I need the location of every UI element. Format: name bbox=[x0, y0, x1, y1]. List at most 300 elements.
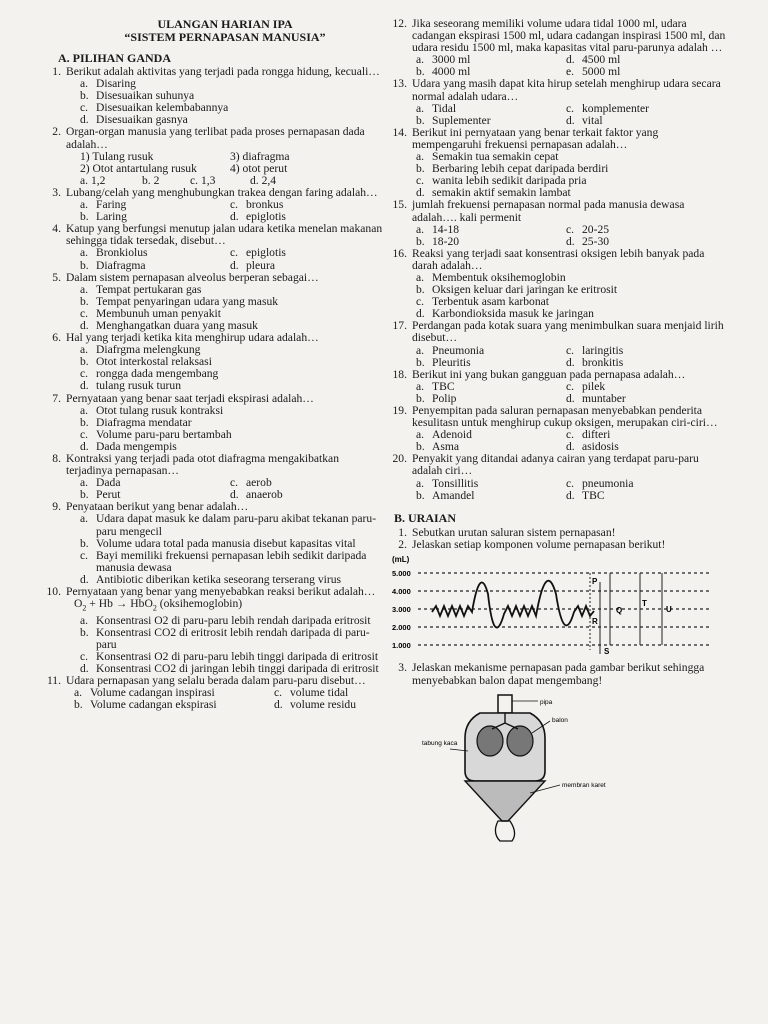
question-number: 12. bbox=[392, 17, 407, 30]
option-letter: c. bbox=[230, 246, 239, 260]
option[interactable] bbox=[80, 284, 386, 296]
option-text: Konsentrasi CO2 di eritrosit lebih rendah daripada di paru-paru bbox=[96, 625, 370, 651]
option-letter: d. bbox=[230, 488, 239, 502]
option-text: Disesuaikan gasnya bbox=[96, 113, 188, 127]
question-18 bbox=[390, 369, 730, 405]
option-letter: c. bbox=[80, 649, 89, 663]
label-pipe: pipa bbox=[540, 699, 553, 707]
option-row bbox=[74, 699, 386, 711]
option-letter: b. bbox=[416, 488, 425, 502]
option-letter: c. bbox=[80, 367, 89, 381]
y-tick: 1.000 bbox=[392, 640, 411, 650]
option-letter: d. bbox=[250, 173, 259, 187]
y-tick: 4.000 bbox=[392, 586, 411, 596]
option-letter: c. bbox=[566, 343, 575, 357]
option-text: Disaring bbox=[96, 77, 136, 91]
option-text: Laring bbox=[96, 210, 127, 224]
option-letter: b. bbox=[142, 173, 151, 187]
option-letter: a. bbox=[80, 343, 89, 357]
question-8 bbox=[44, 453, 386, 501]
option-letter: b. bbox=[416, 355, 425, 369]
option-text: Faring bbox=[96, 198, 127, 212]
question-3 bbox=[44, 187, 386, 223]
option-text: difteri bbox=[582, 428, 611, 442]
option-letter: d. bbox=[274, 698, 283, 712]
option-text: epiglotis bbox=[246, 246, 286, 260]
question-text: Jika seseorang memiliki volume udara tidal 1000 ml, udara cadangan ekspirasi 1500 ml, udara cadangan inspirasi 1500 ml, dan udara residu 1500 ml, maka kapasitas vital paru-parunya adalah … bbox=[412, 17, 726, 55]
section-a-heading: A. PILIHAN GANDA bbox=[58, 51, 172, 65]
option-text: TBC bbox=[432, 379, 455, 393]
option-row bbox=[416, 478, 730, 490]
question-text: Katup yang berfungsi menutup jalan udara ketika menelan makanan sehingga tidak tersedak, disebut… bbox=[66, 222, 383, 248]
option-letter: b. bbox=[80, 625, 89, 639]
essay-question-3 bbox=[390, 662, 730, 687]
hand-icon bbox=[495, 821, 514, 841]
option-row bbox=[416, 490, 730, 502]
option-text: Dada bbox=[96, 476, 121, 490]
question-6 bbox=[44, 332, 386, 392]
option-row bbox=[416, 103, 730, 115]
question-19 bbox=[390, 405, 730, 453]
option[interactable] bbox=[80, 538, 386, 550]
option-text: Disesuaikan kelembabannya bbox=[96, 101, 229, 115]
statement: 4) otot perut bbox=[230, 161, 288, 175]
option[interactable] bbox=[80, 627, 386, 651]
question-number: 20. bbox=[392, 452, 407, 466]
statement-row bbox=[80, 151, 386, 163]
question-number: 19. bbox=[392, 404, 407, 417]
option-letter: a. bbox=[80, 403, 89, 417]
option-letter: c. bbox=[230, 198, 239, 212]
option-text: Konsentrasi O2 di paru-paru lebih tinggi daripada di eritrosit bbox=[96, 649, 379, 663]
rubber-membrane bbox=[465, 781, 545, 821]
question-text: Dalam sistem pernapasan alveolus berperan sebagai… bbox=[66, 270, 319, 284]
question-2 bbox=[44, 126, 386, 186]
option-text: semakin aktif semakin lambat bbox=[432, 186, 571, 200]
option[interactable] bbox=[566, 345, 623, 357]
option-letter: d. bbox=[80, 113, 89, 127]
option-letter: a. bbox=[80, 282, 89, 296]
option-text: pilek bbox=[582, 379, 606, 393]
label-balloon: balon bbox=[552, 717, 568, 725]
option-letter: b. bbox=[74, 698, 83, 712]
option-letter: d. bbox=[230, 210, 239, 224]
question-number: 7. bbox=[52, 391, 61, 405]
question-12 bbox=[390, 18, 730, 78]
option-text: Otot tulang rusuk kontraksi bbox=[96, 403, 224, 417]
option-text: volume tidal bbox=[290, 686, 349, 700]
graph-label-p: P bbox=[592, 576, 598, 586]
option-letter: d. bbox=[80, 318, 89, 332]
question-text: Reaksi yang terjadi saat konsentrasi oksigen lebih banyak pada darah adalah… bbox=[412, 246, 705, 272]
option-letter: b. bbox=[80, 258, 89, 272]
question-4 bbox=[44, 223, 386, 271]
option-text: anaerob bbox=[246, 488, 283, 502]
question-text: Berikut ini yang bukan gangguan pada pernapasa adalah… bbox=[412, 367, 686, 381]
question-number: 5. bbox=[52, 270, 61, 284]
option-letter: d. bbox=[566, 113, 575, 127]
question-11 bbox=[44, 675, 386, 711]
option-text: Semakin tua semakin cepat bbox=[432, 150, 559, 164]
option-text: Terbentuk asam karbonat bbox=[432, 295, 550, 309]
graph-label-u: U bbox=[666, 604, 672, 614]
option-letter: b. bbox=[416, 440, 425, 454]
option-text: Tonsillitis bbox=[432, 476, 479, 490]
option-text: 2,4 bbox=[261, 173, 277, 187]
option-letter: a. bbox=[416, 53, 425, 67]
option-letter: d. bbox=[416, 186, 425, 200]
question-number: 13. bbox=[392, 77, 407, 91]
option-text: 4000 ml bbox=[432, 65, 471, 79]
option-letter: c. bbox=[416, 174, 425, 188]
option[interactable] bbox=[416, 357, 566, 369]
statement-row bbox=[80, 163, 386, 175]
option-letter: a. bbox=[416, 343, 425, 357]
option[interactable] bbox=[566, 224, 609, 236]
exam-subtitle: “SISTEM PERNAPASAN MANUSIA” bbox=[124, 30, 326, 44]
option[interactable] bbox=[416, 345, 566, 357]
question-number: 16. bbox=[392, 246, 407, 260]
option-text: Konsentrasi O2 di paru-paru lebih rendah daripada eritrosit bbox=[96, 613, 371, 627]
essay-question-2 bbox=[390, 539, 730, 552]
reaction-formula bbox=[74, 598, 386, 614]
option[interactable] bbox=[80, 380, 386, 392]
option-text: Tempat penyaringan udara yang masuk bbox=[96, 294, 279, 308]
option[interactable] bbox=[74, 699, 274, 711]
label-membrane: membran karet bbox=[562, 782, 606, 790]
graph-label-t: T bbox=[642, 598, 647, 608]
question-text: Jelaskan mekanisme pernapasan pada gambar berikut sehingga menyebabkan balon dapat mengembang! bbox=[412, 660, 705, 687]
label-jar: tabung kaca bbox=[422, 740, 458, 748]
question-number: 11. bbox=[46, 674, 61, 687]
option-text: Polip bbox=[432, 391, 457, 405]
right-column bbox=[390, 18, 730, 843]
option-text: Antibiotic diberikan ketika seseorang terserang virus bbox=[96, 572, 342, 586]
question-number: 17. bbox=[392, 319, 407, 333]
formula-sub: 2 bbox=[82, 603, 87, 613]
question-text: Sebutkan urutan saluran sistem pernapasan! bbox=[412, 525, 616, 539]
question-1 bbox=[44, 66, 386, 126]
question-text: Penyataan berikut yang benar adalah… bbox=[66, 500, 249, 514]
y-tick: 5.000 bbox=[392, 568, 411, 578]
option-letter: b. bbox=[80, 355, 89, 369]
option-text: Adenoid bbox=[432, 428, 472, 442]
option-text: volume residu bbox=[290, 698, 357, 712]
option-letter: a. bbox=[80, 476, 89, 490]
option[interactable] bbox=[80, 550, 386, 574]
question-7 bbox=[44, 393, 386, 453]
option-letter: d. bbox=[566, 391, 575, 405]
question-number: 10. bbox=[46, 585, 61, 599]
question-17 bbox=[390, 320, 730, 368]
option-letter: a. bbox=[416, 428, 425, 442]
option-letter: c. bbox=[416, 295, 425, 309]
option-letter: a. bbox=[416, 101, 425, 115]
option[interactable] bbox=[80, 405, 386, 417]
question-text: Hal yang terjadi ketika kita menghirup udara adalah… bbox=[66, 331, 319, 345]
option-letter: c. bbox=[80, 548, 89, 562]
option[interactable] bbox=[80, 615, 386, 627]
option-text: 3000 ml bbox=[432, 53, 471, 67]
option-letter: a. bbox=[80, 77, 89, 91]
question-number: 9. bbox=[52, 500, 61, 514]
section-b-heading: B. URAIAN bbox=[394, 510, 457, 525]
option-row bbox=[80, 260, 386, 272]
option-letter: b. bbox=[416, 113, 425, 127]
option-text: vital bbox=[582, 113, 603, 127]
option-text: 4500 ml bbox=[582, 53, 621, 67]
option[interactable] bbox=[416, 478, 566, 490]
option-text: Volume cadangan ekspirasi bbox=[90, 698, 217, 712]
y-tick: 2.000 bbox=[392, 622, 411, 632]
option-letter: a. bbox=[416, 150, 425, 164]
option-text: Asma bbox=[432, 440, 460, 454]
option-letter: c. bbox=[274, 686, 283, 700]
statement: 2) Otot antartulang rusuk bbox=[80, 161, 197, 175]
option-letter: a. bbox=[416, 476, 425, 490]
option-text: Karbondioksida masuk ke jaringan bbox=[432, 307, 594, 321]
option-text: 1,3 bbox=[200, 173, 216, 187]
statement: 3) diafragma bbox=[230, 149, 290, 163]
question-text: Pernyataan yang benar yang menyebabkan reaksi berikut adalah… bbox=[66, 585, 376, 599]
question-number: 3. bbox=[398, 660, 407, 674]
option-letter: c. bbox=[566, 379, 575, 393]
option[interactable] bbox=[416, 103, 566, 115]
option-letter: b. bbox=[80, 415, 89, 429]
option-letter: d. bbox=[230, 258, 239, 272]
option-text: epiglotis bbox=[246, 210, 286, 224]
option-text: muntaber bbox=[582, 391, 626, 405]
lung-model-diagram bbox=[410, 693, 630, 843]
option-row bbox=[80, 247, 386, 259]
option[interactable] bbox=[230, 260, 275, 272]
question-text: Jelaskan setiap komponen volume pernapasan berikut! bbox=[412, 538, 666, 552]
question-text: jumlah frekuensi pernapasan normal pada manusia dewasa adalah…. kali permenit bbox=[412, 198, 685, 224]
question-5 bbox=[44, 272, 386, 332]
option-letter: c. bbox=[80, 427, 89, 441]
option-text: wanita lebih sedikit daripada pria bbox=[432, 174, 587, 188]
option[interactable] bbox=[230, 247, 286, 259]
option[interactable] bbox=[566, 490, 605, 502]
option-letter: c. bbox=[566, 476, 575, 490]
question-15 bbox=[390, 199, 730, 247]
question-text: Berikut adalah aktivitas yang terjadi pada rongga hidung, kecuali… bbox=[66, 65, 380, 78]
option-text: Suplementer bbox=[432, 113, 491, 127]
option[interactable] bbox=[80, 513, 386, 537]
option-letter: d. bbox=[80, 661, 89, 675]
option-text: Konsentrasi CO2 di jaringan lebih tinggi daripada di eritrosit bbox=[96, 661, 379, 675]
option-letter: b. bbox=[416, 162, 425, 176]
question-20 bbox=[390, 453, 730, 501]
option-text: Berbaring lebih cepat daripada berdiri bbox=[432, 162, 609, 176]
question-text: Kontraksi yang terjadi pada otot diafragma mengakibatkan terjadinya pernapasan… bbox=[66, 452, 340, 478]
question-number: 4. bbox=[52, 222, 61, 236]
option[interactable] bbox=[416, 236, 566, 248]
question-16 bbox=[390, 248, 730, 321]
question-number: 1. bbox=[52, 65, 61, 78]
option[interactable] bbox=[566, 236, 609, 248]
question-text: Berikut ini pernyataan yang benar terkait faktor yang mempengaruhi frekuensi pernapasan adalah… bbox=[412, 125, 659, 151]
question-number: 8. bbox=[52, 452, 61, 465]
option-text: Volume udara total pada manusia disebut kapasitas vital bbox=[96, 536, 356, 550]
option-row bbox=[416, 224, 730, 236]
option-row bbox=[416, 345, 730, 357]
pipe-icon bbox=[498, 695, 512, 713]
option-text: Dada mengempis bbox=[96, 439, 177, 453]
option[interactable] bbox=[80, 260, 230, 272]
graph-unit: (mL) bbox=[392, 554, 410, 564]
option-text: pneumonia bbox=[582, 476, 634, 490]
option-letter: d. bbox=[80, 439, 89, 453]
option-text: Tempat pertukaran gas bbox=[96, 282, 202, 296]
option-text: 5000 ml bbox=[582, 65, 621, 79]
option-text: Pleuritis bbox=[432, 355, 471, 369]
option-text: aerob bbox=[246, 476, 272, 490]
option-letter: a. bbox=[80, 512, 89, 526]
option-text: Menghangatkan duara yang masuk bbox=[96, 318, 258, 332]
option-text: 1,2 bbox=[90, 173, 106, 187]
option-letter: d. bbox=[566, 440, 575, 454]
question-number: 15. bbox=[392, 198, 407, 212]
question-13 bbox=[390, 78, 730, 126]
option-text: rongga dada mengembang bbox=[96, 367, 219, 381]
graph-label-q: Q bbox=[616, 605, 623, 615]
question-text: Perdangan pada kotak suara yang menimbulkan suara menjaid lirih disebut… bbox=[412, 319, 724, 345]
option-text: Bronkiolus bbox=[96, 246, 148, 260]
option-text: Disesuaikan suhunya bbox=[96, 89, 195, 103]
option-letter: d. bbox=[416, 307, 425, 321]
option-letter: c. bbox=[80, 101, 89, 115]
question-14 bbox=[390, 127, 730, 200]
formula-part: (oksihemoglobin) bbox=[156, 597, 243, 611]
option-text: Membentuk oksihemoglobin bbox=[432, 270, 566, 284]
formula-part: O bbox=[74, 597, 83, 611]
balloon-left bbox=[477, 726, 503, 756]
left-column bbox=[44, 18, 386, 711]
option-letter: b. bbox=[416, 283, 425, 297]
option[interactable] bbox=[566, 103, 649, 115]
option[interactable] bbox=[274, 699, 356, 711]
option-text: Volume paru-paru bertambah bbox=[96, 427, 232, 441]
option-letter: d. bbox=[566, 53, 575, 67]
option-letter: d. bbox=[566, 355, 575, 369]
question-text: Pernyataan yang benar saat terjadi ekspirasi adalah… bbox=[66, 391, 314, 405]
option-text: Amandel bbox=[432, 488, 475, 502]
breathing-curve bbox=[432, 581, 594, 628]
option[interactable] bbox=[416, 490, 566, 502]
option-text: Membunuh uman penyakit bbox=[96, 306, 221, 320]
option-letter: a. bbox=[416, 222, 425, 236]
option-letter: b. bbox=[80, 210, 89, 224]
balloon-right bbox=[507, 726, 533, 756]
option-text: laringitis bbox=[582, 343, 624, 357]
option-text: Diafrgma melengkung bbox=[96, 343, 201, 357]
option-letter: a. bbox=[416, 379, 425, 393]
option-letter: d. bbox=[80, 379, 89, 393]
option-text: Diafragma mendatar bbox=[96, 415, 192, 429]
option-letter: b. bbox=[80, 294, 89, 308]
option-letter: a. bbox=[416, 270, 425, 284]
option-row bbox=[416, 236, 730, 248]
graph-label-s: S bbox=[604, 646, 610, 656]
option-letter: b. bbox=[416, 65, 425, 79]
lung-volume-graph bbox=[390, 554, 722, 658]
option-letter: a. bbox=[74, 686, 83, 700]
option-text: 18-20 bbox=[432, 234, 460, 248]
option-letter: c. bbox=[80, 306, 89, 320]
option-text: 14-18 bbox=[432, 222, 460, 236]
statement: 1) Tulang rusuk bbox=[80, 149, 154, 163]
option-letter: c. bbox=[566, 428, 575, 442]
option-row bbox=[416, 357, 730, 369]
option-text: bronkus bbox=[246, 198, 284, 212]
question-number: 1. bbox=[398, 525, 407, 539]
option-letter: b. bbox=[80, 89, 89, 103]
option-text: asidosis bbox=[582, 440, 619, 454]
graph-label-r: R bbox=[592, 616, 598, 626]
question-text: Organ-organ manusia yang terlibat pada proses pernapasan dada adalah… bbox=[66, 125, 365, 151]
question-number: 14. bbox=[392, 125, 407, 139]
option[interactable] bbox=[566, 478, 634, 490]
option-letter: e. bbox=[566, 65, 575, 79]
option-text: tulang rusuk turun bbox=[96, 379, 182, 393]
option-letter: b. bbox=[416, 234, 425, 248]
option-letter: b. bbox=[80, 536, 89, 550]
question-text: Lubang/celah yang menghubungkan trakea dengan faring adalah… bbox=[66, 185, 378, 199]
option-text: Volume cadangan inspirasi bbox=[90, 686, 215, 700]
question-number: 6. bbox=[52, 331, 61, 345]
question-text: Udara pernapasan yang selalu berada dalam paru-paru disebut… bbox=[66, 674, 366, 687]
option[interactable] bbox=[416, 224, 566, 236]
option-letter: c. bbox=[566, 222, 575, 236]
option-letter: c. bbox=[190, 173, 199, 187]
option-letter: b. bbox=[80, 488, 89, 502]
option-letter: a. bbox=[80, 246, 89, 260]
option-text: Perut bbox=[96, 488, 121, 502]
question-text: Penyempitan pada saluran pernapasan menyebabkan penderita kesulitasn untuk menghirup cukup oksigen, merupakan ciri-ciri… bbox=[412, 404, 718, 430]
option-letter: b. bbox=[416, 391, 425, 405]
question-text: Penyakit yang ditandai adanya cairan yang terdapat paru-paru adalah ciri… bbox=[412, 452, 699, 478]
option[interactable] bbox=[80, 417, 386, 429]
option-text: Tidal bbox=[432, 101, 457, 115]
option-letter: c. bbox=[566, 101, 575, 115]
question-number: 3. bbox=[52, 185, 61, 199]
option[interactable] bbox=[80, 247, 230, 259]
question-number: 2. bbox=[52, 125, 61, 139]
option-text: Bayi memiliki frekuensi pernapasan lebih sedikit daripada manusia dewasa bbox=[96, 548, 367, 574]
option-letter: c. bbox=[230, 476, 239, 490]
option-text: 2 bbox=[153, 173, 160, 187]
option[interactable] bbox=[566, 357, 623, 369]
option-text: bronkitis bbox=[582, 355, 624, 369]
option-text: Pneumonia bbox=[432, 343, 485, 357]
option-letter: a. bbox=[80, 613, 89, 627]
option-text: 20-25 bbox=[582, 222, 610, 236]
option-text: Otot interkostal relaksasi bbox=[96, 355, 212, 369]
exam-title: ULANGAN HARIAN IPA bbox=[157, 17, 293, 31]
question-number: 2. bbox=[398, 538, 407, 552]
option-text: Diafragma bbox=[96, 258, 146, 272]
option-text: komplementer bbox=[582, 101, 649, 115]
option-letter: a. bbox=[80, 198, 89, 212]
formula-sub: 2 bbox=[152, 603, 157, 613]
y-tick: 3.000 bbox=[392, 604, 411, 614]
option-text: Udara dapat masuk ke dalam paru-paru akibat tekanan paru-paru mengecil bbox=[96, 512, 377, 538]
option-letter: d. bbox=[80, 572, 89, 586]
formula-part: + Hb → HbO bbox=[86, 597, 153, 611]
option-text: pleura bbox=[246, 258, 275, 272]
option-letter: a. bbox=[80, 173, 89, 187]
